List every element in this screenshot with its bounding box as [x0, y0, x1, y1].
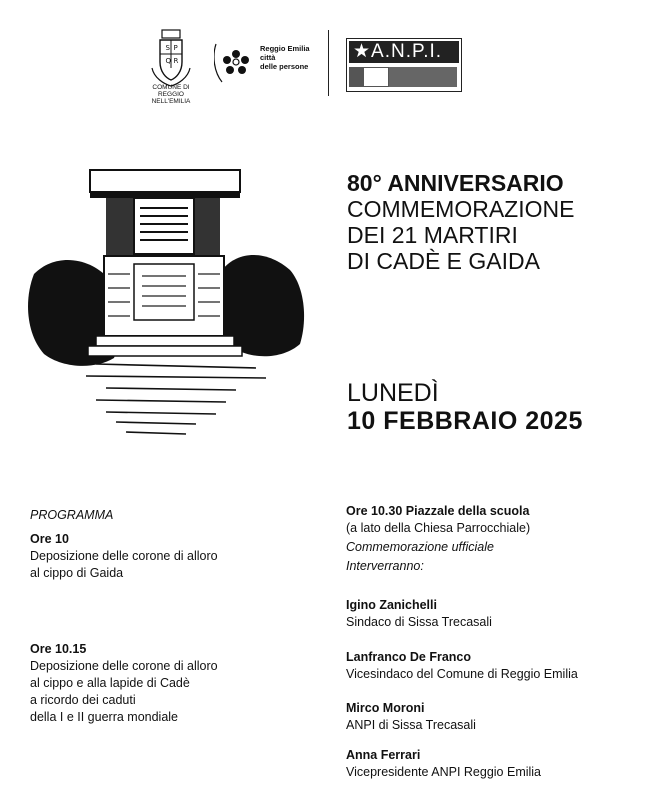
program-item-line: Deposizione delle corone di alloro	[30, 549, 218, 563]
reggio-emilia-flower-icon	[214, 40, 258, 89]
date-full: 10 FEBBRAIO 2025	[347, 407, 583, 435]
ceremony-time-place: Ore 10.30 Piazzale della scuola	[346, 504, 530, 518]
speakers-intro: Interverranno:	[346, 559, 424, 573]
speaker-role: ANPI di Sissa Trecasali	[346, 718, 476, 732]
crest-letter-q: Q	[165, 57, 172, 65]
crest-caption-line2: REGGIO NELL'EMILIA	[151, 91, 191, 105]
crest-letter-r: R	[173, 57, 179, 65]
speaker-name: Lanfranco De Franco	[346, 650, 472, 664]
program-item-line: al cippo di Gaida	[30, 566, 124, 580]
anpi-bar-grey	[389, 67, 457, 87]
ceremony-place-note: (a lato della Chiesa Parrocchiale)	[346, 521, 531, 535]
speaker-name: Anna Ferrari	[346, 748, 421, 762]
re-text-line1: Reggio Emilia	[260, 44, 310, 53]
ceremony-block	[346, 503, 530, 575]
speaker-role: Vicepresidente ANPI Reggio Emilia	[346, 765, 542, 779]
crest-letter-s: S	[165, 44, 170, 52]
anpi-bar-dark	[349, 67, 363, 87]
speaker-item	[346, 597, 492, 631]
re-text-line2: città	[260, 53, 276, 62]
event-title	[347, 170, 574, 274]
anpi-bar-light	[363, 67, 389, 87]
program-heading: PROGRAMMA	[30, 508, 114, 522]
date-day: LUNEDÌ	[347, 379, 439, 407]
reggio-emilia-text	[260, 44, 310, 71]
speaker-role: Sindaco di Sissa Trecasali	[346, 615, 492, 629]
speaker-name: Igino Zanichelli	[346, 598, 437, 612]
speaker-item	[346, 747, 541, 781]
speaker-role: Vicesindaco del Comune di Reggio Emilia	[346, 667, 578, 681]
speaker-item	[346, 700, 476, 734]
crest-caption	[138, 84, 204, 105]
monument-illustration	[26, 164, 311, 449]
anpi-logo	[346, 38, 462, 92]
speaker-name: Mirco Moroni	[346, 701, 425, 715]
title-line4: DI CADÈ E GAIDA	[347, 248, 540, 274]
program-item-line: della I e II guerra mondiale	[30, 710, 179, 724]
title-line2: COMMEMORAZIONE	[347, 196, 575, 222]
event-date	[347, 380, 583, 436]
crest-caption-line1: COMUNE DI	[152, 84, 190, 91]
header-divider	[328, 30, 329, 96]
program-item-time: Ore 10	[30, 532, 69, 546]
program-item-line: al cippo e alla lapide di Cadè	[30, 676, 190, 690]
program-item-ore-10	[30, 531, 218, 582]
speaker-item	[346, 649, 578, 683]
program-item-time: Ore 10.15	[30, 642, 87, 656]
re-text-line3: delle persone	[260, 62, 309, 71]
title-line3: DEI 21 MARTIRI	[347, 222, 518, 248]
program-item-line: a ricordo dei caduti	[30, 693, 136, 707]
ceremony-type: Commemorazione ufficiale	[346, 540, 494, 554]
crest-letter-p: P	[173, 44, 178, 52]
anpi-logo-text: ★A.N.P.I.	[349, 41, 459, 63]
program-item-line: Deposizione delle corone di alloro	[30, 659, 218, 673]
title-anniversary: 80° ANNIVERSARIO	[347, 170, 564, 196]
program-item-ore-10-15	[30, 641, 218, 726]
